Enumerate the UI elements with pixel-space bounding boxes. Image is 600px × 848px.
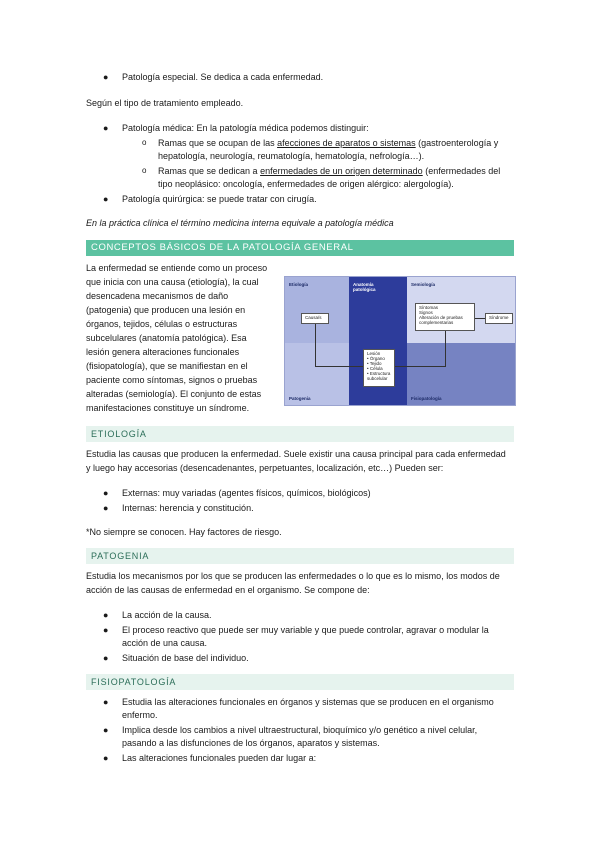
lesion-line: • Órgano <box>367 356 385 361</box>
bullet-icon: ● <box>103 625 109 635</box>
section-header-conceptos: CONCEPTOS BÁSICOS DE LA PATOLOGÍA GENERAL <box>86 240 514 256</box>
bullet-medica: Patología médica: En la patología médica podemos distinguir: <box>122 123 369 133</box>
diagram-label-etiologia: Etiología <box>289 282 308 287</box>
conceptos-line: La enfermedad se entiende como un proceso <box>86 263 268 273</box>
etiologia-text-line1: Estudia las causas que producen la enfermedad. Suele existir una causa principal para cada enfermedad <box>86 449 506 459</box>
circle-bullet-icon: o <box>142 138 147 147</box>
patogenia-text-line1: Estudia los mecanismos por los que se producen las enfermedades o lo que es lo mismo, los modos de <box>86 571 500 581</box>
pathology-diagram <box>284 276 516 406</box>
ramas1-post: (gastroenterología y <box>415 138 499 148</box>
bullet-icon: ● <box>103 72 109 82</box>
bullet-icon: ● <box>103 610 109 620</box>
lesion-line: subcelular <box>367 376 388 381</box>
diagram-label-semiologia: Semiología <box>411 282 436 287</box>
ramas2-post: (enfermedades del <box>422 166 501 176</box>
lesion-line: • Estructura <box>367 371 391 376</box>
bullet-especial: Patología especial. Se dedica a cada enfermedad. <box>122 72 324 82</box>
diagram-box-causa: Causa/s <box>301 313 329 324</box>
conceptos-line: que inicia con una causa (etiología), la cual <box>86 277 259 287</box>
fisio-bullet-alteraciones: Las alteraciones funcionales pueden dar lugar a: <box>122 753 317 763</box>
diagram-connector <box>475 318 485 319</box>
diagram-box-sintomas <box>415 303 475 331</box>
italic-note: En la práctica clínica el término medicina interna equivale a patología médica <box>86 218 394 228</box>
ramas1-line1 <box>158 137 498 149</box>
conceptos-line: paciente como síntomas, signos o pruebas <box>86 375 258 385</box>
bullet-icon: ● <box>103 488 109 498</box>
conceptos-line: órganos, tejidos, células o estructuras <box>86 319 238 329</box>
etiologia-note: *No siempre se conocen. Hay factores de riesgo. <box>86 527 282 537</box>
sintomas-line: Alteración de pruebas <box>419 315 463 320</box>
ramas1-line2: hepatología, neurología, reumatología, hematología, nefrología…). <box>158 151 425 161</box>
fisio-bullet-implica-cont: pasando a las disfunciones de los órganos, aparatos y sistemas. <box>122 738 380 748</box>
diagram-label-fisiopatologia: Fisiopatología <box>411 396 442 401</box>
bullet-icon: ● <box>103 753 109 763</box>
etiologia-bullet-internas: Internas: herencia y constitución. <box>122 503 254 513</box>
diagram-label-anatomia: Anatomía patológica <box>353 282 376 292</box>
diagram-connector <box>315 324 316 366</box>
patogenia-bullet-proceso: El proceso reactivo que puede ser muy variable y que puede controlar, agravar o modular la <box>122 625 489 635</box>
conceptos-line: desencadena mecanismos de daño <box>86 291 229 301</box>
fisio-bullet-estudia-cont: enfermo. <box>122 710 158 720</box>
bullet-icon: ● <box>103 653 109 663</box>
sintomas-line: Signos <box>419 310 433 315</box>
diagram-connector <box>395 366 445 367</box>
etiologia-bullet-externas: Externas: muy variadas (agentes físicos, químicos, biológicos) <box>122 488 371 498</box>
bullet-icon: ● <box>103 697 109 707</box>
conceptos-line: manifestaciones constituye un síndrome. <box>86 403 250 413</box>
patogenia-bullet-situacion: Situación de base del individuo. <box>122 653 249 663</box>
lesion-line: • Tejido <box>367 361 382 366</box>
diagram-label-patogenia: Patogenia <box>289 396 311 401</box>
bullet-icon: ● <box>103 503 109 513</box>
fisio-bullet-estudia: Estudia las alteraciones funcionales en órganos y sistemas que se producen en el organismo <box>122 697 494 707</box>
bullet-icon: ● <box>103 725 109 735</box>
section-header-fisiopatologia: FISIOPATOLOGÍA <box>86 674 514 690</box>
diagram-box-lesion <box>363 349 395 387</box>
section-header-patogenia: PATOGENIA <box>86 548 514 564</box>
diagram-box-sindrome: Síndrome <box>485 313 513 324</box>
patogenia-text-line2: acción de las causas de enfermedad en el organismo. Se compone de: <box>86 585 370 595</box>
patogenia-bullet-proceso-cont: acción de una causa. <box>122 638 208 648</box>
diagram-connector <box>315 366 363 367</box>
patogenia-bullet-accion: La acción de la causa. <box>122 610 212 620</box>
ramas2-line1 <box>158 165 500 177</box>
bullet-icon: ● <box>103 123 109 133</box>
diagram-connector <box>445 331 446 367</box>
etiologia-text-line2: y luego hay accesorias (desencadenantes, perpetuantes, localización, etc…) Pueden ser: <box>86 463 444 473</box>
ramas2-pre: Ramas que se dedican a <box>158 166 261 176</box>
bullet-quirurgica: Patología quirúrgica: se puede tratar con cirugía. <box>122 194 317 204</box>
ramas2-underlined: enfermedades de un origen determinado <box>260 166 423 176</box>
fisio-bullet-implica: Implica desde los cambios a nivel ultraestructural, bioquímico y/o genético a nivel celular, <box>122 725 478 735</box>
section-header-etiologia: ETIOLOGÍA <box>86 426 514 442</box>
conceptos-line: lesión genera alteraciones funcionales <box>86 347 240 357</box>
lesion-line: Lesión <box>367 351 381 356</box>
bullet-icon: ● <box>103 194 109 204</box>
conceptos-line: (patogenia) que producen una lesión en <box>86 305 246 315</box>
sintomas-line: Síntomas <box>419 305 439 310</box>
ramas1-pre: Ramas que se ocupan de las <box>158 138 278 148</box>
conceptos-line: alteradas (semiología). El conjunto de estas <box>86 389 262 399</box>
ramas2-line2: tipo neoplásico: oncología, enfermedades de origen alérgico: alergología). <box>158 179 454 189</box>
conceptos-line: subcelulares (anatomía patológica). Esa <box>86 333 247 343</box>
tratamiento-heading: Según el tipo de tratamiento empleado. <box>86 98 244 108</box>
lesion-line: • Célula <box>367 366 383 371</box>
ramas1-underlined: afecciones de aparatos o sistemas <box>277 138 416 148</box>
circle-bullet-icon: o <box>142 166 147 175</box>
sintomas-line: complementarias <box>419 320 454 325</box>
conceptos-line: (fisiopatología), que se manifiestan en el <box>86 361 248 371</box>
